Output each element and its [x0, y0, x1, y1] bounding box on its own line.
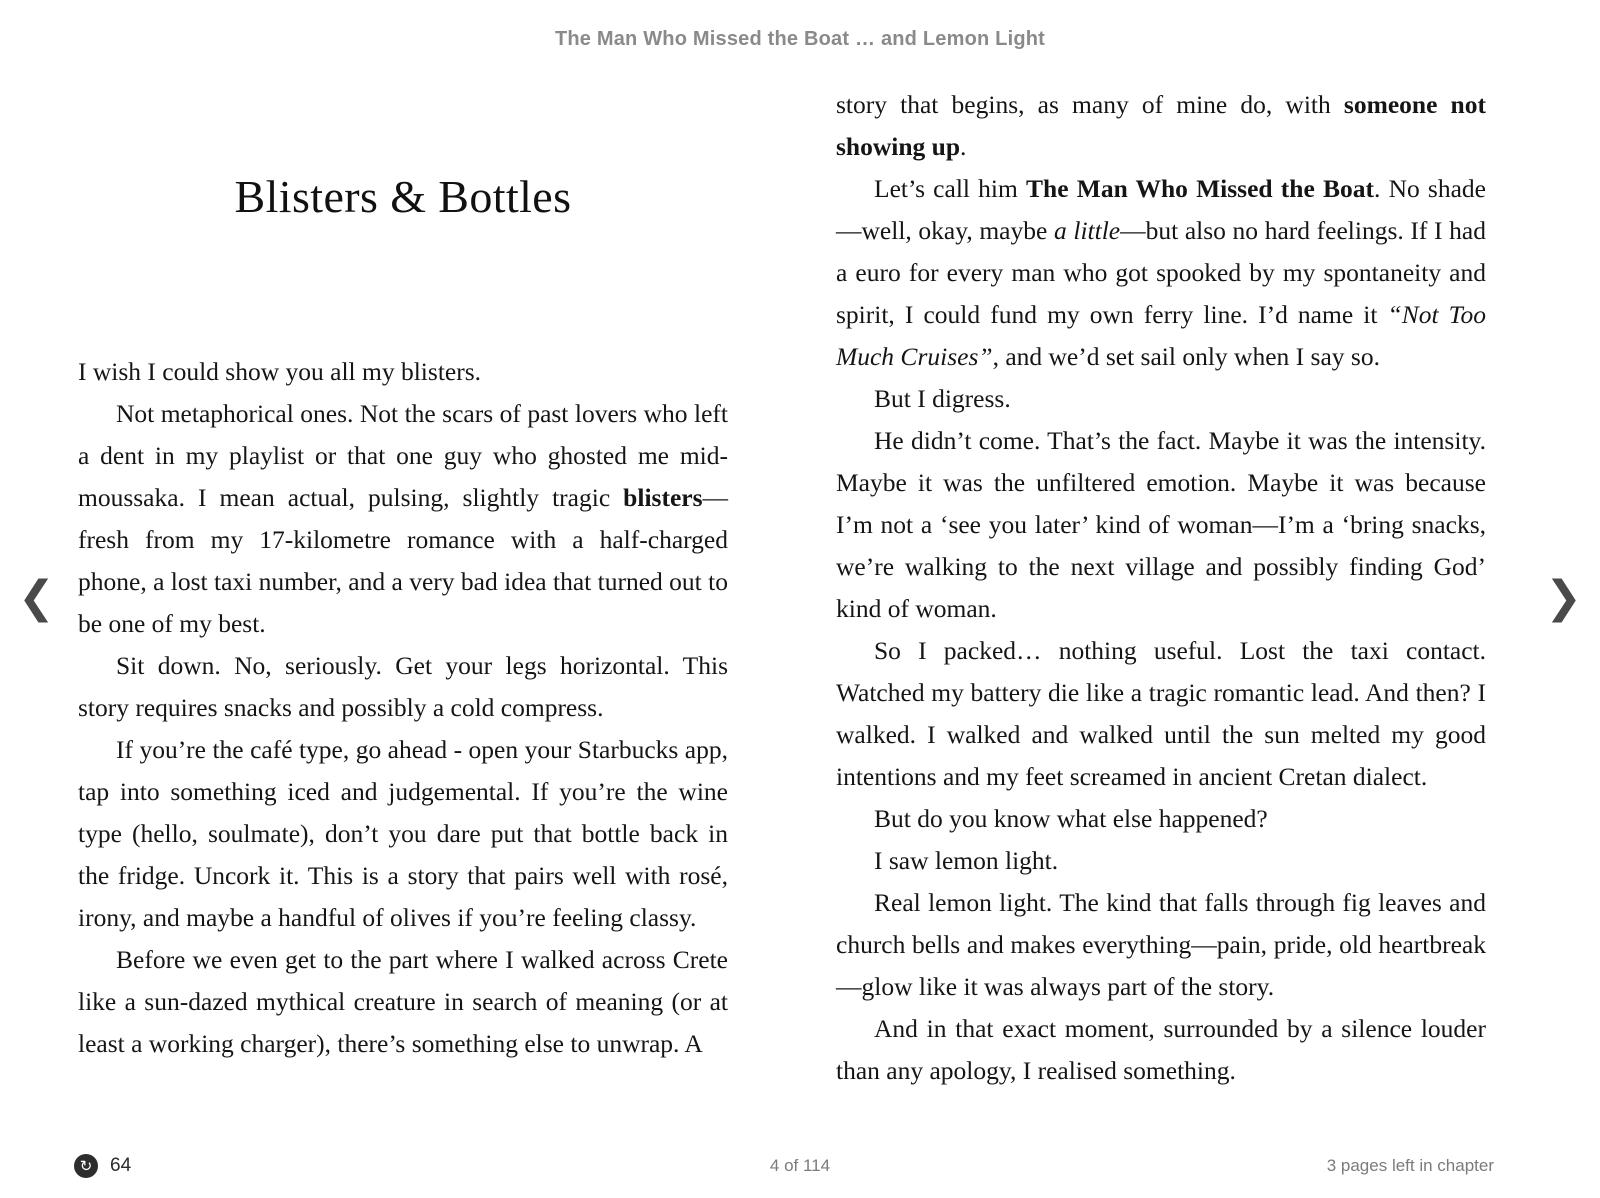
- paragraph: story that begins, as many of mine do, with someone not showing up.: [836, 90, 1486, 161]
- paragraph: He didn’t come. That’s the fact. Maybe it was the intensity. Maybe it was the unfiltered emotion. Maybe it was because I’m not a ‘see you later’ kind of woman—I’m a ‘bring snacks, we’re walking to the next village and possibly finding God’ kind of woman.: [836, 426, 1486, 623]
- page-number: 64: [110, 1155, 132, 1176]
- page-spread: [0, 78, 1600, 1108]
- paragraph: But do you know what else happened?: [874, 804, 1268, 833]
- chapter-title: Blisters & Bottles: [234, 171, 572, 222]
- book-title: The Man Who Missed the Boat … and Lemon Light: [554, 27, 1046, 50]
- book-header: [0, 0, 1600, 78]
- paragraph: Real lemon light. The kind that falls through fig leaves and church bells and makes everything—pain, pride, old heartbreak—glow like it was always part of the story.: [836, 888, 1486, 1001]
- paragraph: Before we even get to the part where I walked across Crete like a sun-dazed mythical creature in search of meaning (or at least a working charger), there’s something else to unwrap. A: [78, 945, 728, 1058]
- paragraph: Let’s call him The Man Who Missed the Boat. No shade—well, okay, maybe a little—but also no hard feelings. If I had a euro for every man who got spooked by my spontaneity and spirit, I could fund my own ferry line. I’d name it “Not Too Much Cruises”, and we’d set sail only when I say so.: [836, 174, 1486, 371]
- right-page: [800, 78, 1600, 1092]
- previous-page-arrow[interactable]: ❮: [18, 572, 55, 623]
- next-page-arrow[interactable]: ❯: [1545, 572, 1582, 623]
- paragraph: Sit down. No, seriously. Get your legs horizontal. This story requires snacks and possibly a cold compress.: [78, 651, 728, 722]
- paragraph: But I digress.: [874, 384, 1011, 413]
- right-page-body: [836, 84, 1486, 1092]
- sync-icon[interactable]: ↻: [74, 1154, 98, 1178]
- page-progress: 4 of 114: [769, 1156, 831, 1175]
- paragraph: So I packed… nothing useful. Lost the taxi contact. Watched my battery die like a tragic romantic lead. And then? I walked. I walked and walked until the sun melted my good intentions and my feet screamed in ancient Cretan dialect.: [836, 636, 1486, 791]
- paragraph: I wish I could show you all my blisters.: [78, 357, 482, 386]
- paragraph: And in that exact moment, surrounded by a silence louder than any apology, I realised something.: [836, 1014, 1486, 1085]
- left-page: [0, 78, 800, 1065]
- paragraph: Not metaphorical ones. Not the scars of past lovers who left a dent in my playlist or that one guy who ghosted me mid-moussaka. I mean actual, pulsing, slightly tragic blisters—fresh from my 17-kilometre romance with a half-charged phone, a lost taxi number, and a very bad idea that turned out to be one of my best.: [78, 399, 728, 638]
- chapter-remaining: 3 pages left in chapter: [1326, 1156, 1494, 1175]
- reader-footer: [0, 1136, 1600, 1198]
- left-page-body: [78, 351, 728, 1065]
- paragraph: If you’re the café type, go ahead - open your Starbucks app, tap into something iced and judgemental. If you’re the wine type (hello, soulmate), don’t you dare put that bottle back in the fridge. Uncork it. This is a story that pairs well with rosé, irony, and maybe a handful of olives if you’re feeling classy.: [78, 735, 728, 932]
- paragraph: I saw lemon light.: [874, 846, 1059, 875]
